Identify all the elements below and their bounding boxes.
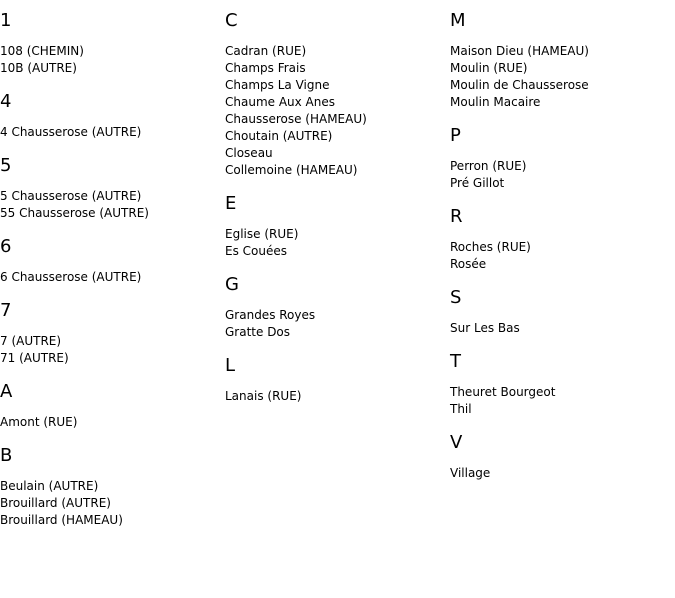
street-link[interactable]: Moulin de Chausserose [450, 78, 589, 92]
street-link[interactable]: Collemoine (HAMEAU) [225, 163, 358, 177]
letter-group [0, 91, 225, 141]
letter-group [0, 155, 225, 222]
entry-list [450, 158, 675, 192]
street-link[interactable]: Grandes Royes [225, 308, 316, 322]
letter-group [0, 236, 225, 286]
letter-group [0, 381, 225, 431]
street-link[interactable]: Gratte Dos [225, 325, 291, 339]
letter-heading: R [450, 206, 463, 227]
letter-heading: L [225, 355, 236, 376]
street-link[interactable]: 7 (AUTRE) [0, 334, 62, 348]
street-link[interactable]: 10B (AUTRE) [0, 61, 77, 75]
letter-group [0, 10, 225, 77]
index-column-3 [450, 10, 675, 496]
street-link[interactable]: Perron (RUE) [450, 159, 527, 173]
letter-heading: T [450, 351, 461, 372]
letter-group [0, 300, 225, 367]
letter-group [450, 10, 675, 111]
entry-list [450, 239, 675, 273]
street-link[interactable]: Roches (RUE) [450, 240, 531, 254]
letter-group [450, 351, 675, 418]
entry-list [450, 384, 675, 418]
entry-list [450, 43, 675, 111]
letter-group [450, 206, 675, 273]
entry-list [0, 269, 225, 286]
street-link[interactable]: Closeau [225, 146, 273, 160]
street-link[interactable]: 71 (AUTRE) [0, 351, 69, 365]
street-link[interactable]: Cadran (RUE) [225, 44, 307, 58]
index-column-2 [225, 10, 450, 419]
entry-list [225, 388, 450, 405]
letter-group [225, 274, 450, 341]
letter-heading: 6 [0, 236, 12, 257]
street-link[interactable]: Beulain (AUTRE) [0, 479, 99, 493]
letter-heading: B [0, 445, 13, 466]
letter-group [450, 287, 675, 337]
street-link[interactable]: Moulin Macaire [450, 95, 541, 109]
street-link[interactable]: Es Couées [225, 244, 287, 258]
street-link[interactable]: Maison Dieu (HAMEAU) [450, 44, 589, 58]
entry-list [225, 43, 450, 179]
entry-list [0, 478, 225, 529]
letter-group [225, 10, 450, 179]
letter-heading: 4 [0, 91, 12, 112]
street-link[interactable]: Chausserose (HAMEAU) [225, 112, 367, 126]
letter-heading: A [0, 381, 13, 402]
street-link[interactable]: Brouillard (HAMEAU) [0, 513, 123, 527]
street-link[interactable]: Thil [450, 402, 472, 416]
letter-heading: P [450, 125, 461, 146]
entry-list [0, 333, 225, 367]
letter-heading: M [450, 10, 466, 31]
street-link[interactable]: 5 Chausserose (AUTRE) [0, 189, 142, 203]
street-link[interactable]: Pré Gillot [450, 176, 505, 190]
entry-list [450, 320, 675, 337]
street-link[interactable]: Sur Les Bas [450, 321, 520, 335]
street-link[interactable]: 108 (CHEMIN) [0, 44, 84, 58]
letter-heading: S [450, 287, 462, 308]
letter-group [450, 432, 675, 482]
letter-heading: G [225, 274, 239, 295]
letter-heading: 7 [0, 300, 12, 321]
street-link[interactable]: Eglise (RUE) [225, 227, 299, 241]
street-link[interactable]: 6 Chausserose (AUTRE) [0, 270, 142, 284]
street-link[interactable]: Village [450, 466, 491, 480]
entry-list [0, 124, 225, 141]
street-link[interactable]: 55 Chausserose (AUTRE) [0, 206, 149, 220]
letter-group [450, 125, 675, 192]
street-link[interactable]: Chaume Aux Anes [225, 95, 336, 109]
letter-heading: 1 [0, 10, 12, 31]
street-link[interactable]: Rosée [450, 257, 487, 271]
letter-group [0, 445, 225, 529]
entry-list [0, 188, 225, 222]
street-link[interactable]: Champs Frais [225, 61, 306, 75]
entry-list [225, 226, 450, 260]
entry-list [0, 414, 225, 431]
letter-heading: 5 [0, 155, 12, 176]
letter-heading: E [225, 193, 237, 214]
letter-group [225, 193, 450, 260]
entry-list [450, 465, 675, 482]
entry-list [225, 307, 450, 341]
street-link[interactable]: Champs La Vigne [225, 78, 330, 92]
index-column-1 [0, 10, 225, 543]
street-link[interactable]: Theuret Bourgeot [450, 385, 556, 399]
street-link[interactable]: Lanais (RUE) [225, 389, 302, 403]
street-link[interactable]: Choutain (AUTRE) [225, 129, 333, 143]
street-link[interactable]: Brouillard (AUTRE) [0, 496, 111, 510]
entry-list [0, 43, 225, 77]
letter-group [225, 355, 450, 405]
street-link[interactable]: 4 Chausserose (AUTRE) [0, 125, 142, 139]
letter-heading: V [450, 432, 463, 453]
street-link[interactable]: Moulin (RUE) [450, 61, 528, 75]
letter-heading: C [225, 10, 238, 31]
street-link[interactable]: Amont (RUE) [0, 415, 78, 429]
